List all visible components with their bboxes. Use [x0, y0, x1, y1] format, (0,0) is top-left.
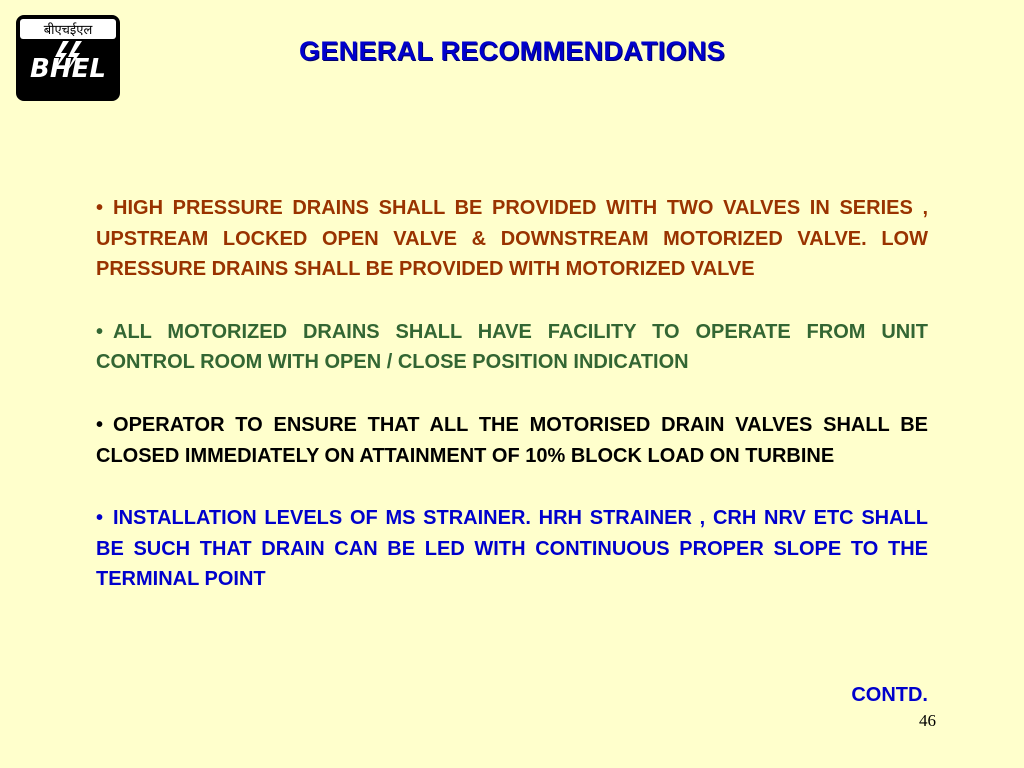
page-number: 46 — [919, 711, 936, 730]
recommendation-item-3 — [96, 410, 928, 471]
bullet-marker: • — [96, 507, 104, 530]
recommendation-item-2 — [96, 317, 928, 378]
recommendation-text: OPERATOR TO ENSURE THAT ALL THE MOTORISED DRAIN VALVES SHALL BE CLOSED IMMEDIATELY ON ATTAINMENT OF 10% BLOCK LOAD ON TURBINE — [96, 413, 928, 467]
logo-hindi-text: बीएचईएल — [43, 23, 93, 38]
bullet-marker: • — [96, 197, 104, 219]
recommendation-item-4 — [96, 503, 928, 595]
continued-label: CONTD. — [851, 684, 928, 706]
recommendation-text: HIGH PRESSURE DRAINS SHALL BE PROVIDED WITH TWO VALVES IN SERIES , UPSTREAM LOCKED OPEN VALVE & DOWNSTREAM MOTORIZED VALVE. LOW PRESSURE DRAINS SHALL BE PROVIDED WITH MOTORIZED VALVE — [96, 197, 928, 281]
recommendation-text: INSTALLATION LEVELS OF MS STRAINER. HRH STRAINER , CRH NRV ETC SHALL BE SUCH THAT DRAIN CAN BE LED WITH CONTINUOUS PROPER SLOPE TO THE TERMINAL POINT — [96, 507, 928, 591]
recommendation-item-1 — [96, 193, 928, 285]
page-title: GENERAL RECOMMENDATIONS — [299, 36, 725, 66]
bullet-marker: • — [96, 320, 104, 343]
recommendation-text: ALL MOTORIZED DRAINS SHALL HAVE FACILITY TO OPERATE FROM UNIT CONTROL ROOM WITH OPEN / CLOSE POSITION INDICATION — [96, 320, 928, 374]
bullet-marker: • — [96, 413, 104, 436]
recommendations-list — [96, 193, 928, 627]
logo-brand-text: BHEL — [30, 54, 106, 84]
